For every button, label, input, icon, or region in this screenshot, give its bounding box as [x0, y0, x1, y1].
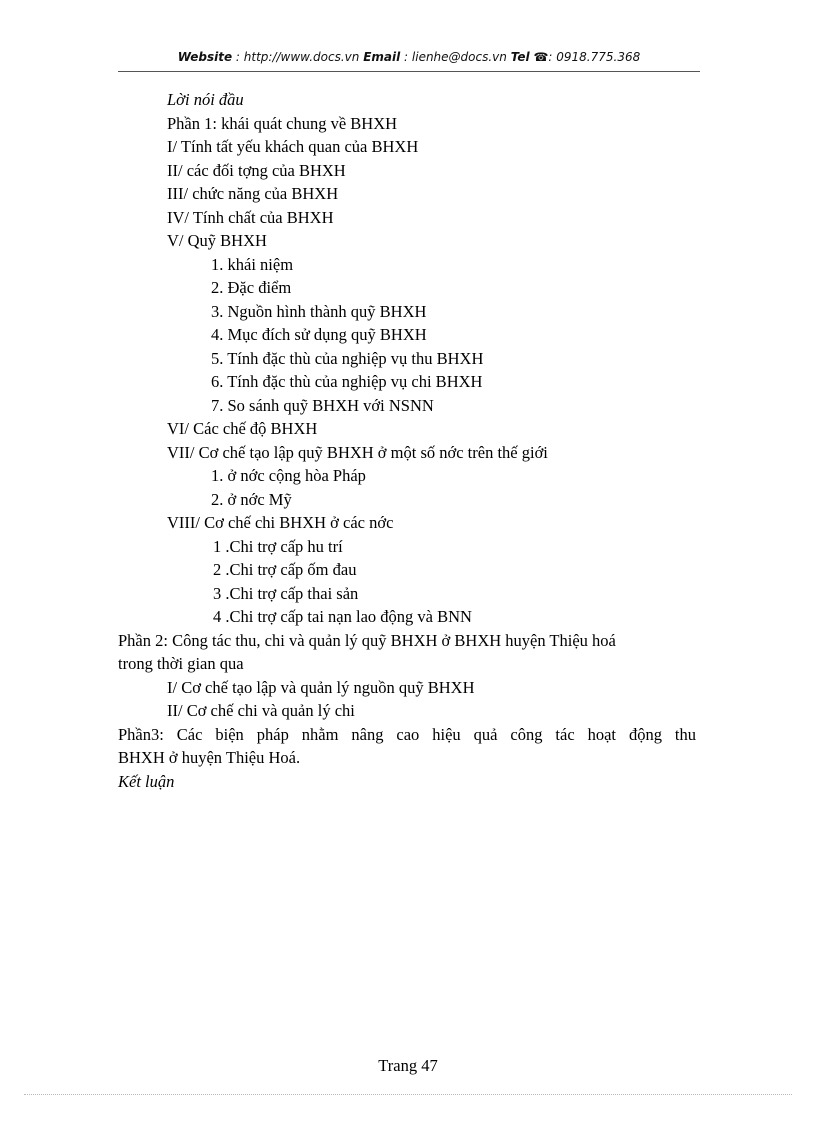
- toc-p2-i: I/ Cơ chế tạo lập và quản lý nguồn quỹ BHXH: [167, 678, 475, 697]
- toc-p1-v-4: 4. Mục đích sử dụng quỹ BHXH: [211, 325, 427, 344]
- toc-p1-v-1: 1. khái niệm: [211, 255, 294, 274]
- toc-p1-i: I/ Tính tất yếu khách quan của BHXH: [167, 137, 419, 156]
- toc-p1-viii-2: 2 .Chi trợ cấp ốm đau: [213, 560, 357, 579]
- toc-p1-vii-1: 1. ở nớc cộng hòa Pháp: [211, 466, 366, 485]
- toc-part2-line2: trong thời gian qua: [118, 654, 244, 673]
- tel-value: : 0918.775.368: [548, 50, 641, 64]
- phone-icon: ☎: [533, 50, 549, 64]
- email-label: Email: [363, 50, 401, 64]
- website-label: Website: [177, 50, 233, 64]
- toc-p1-v-3: 3. Nguồn hình thành quỹ BHXH: [211, 302, 427, 321]
- toc-p1-vi: VI/ Các chế độ BHXH: [167, 419, 318, 438]
- website-value: : http://www.docs.vn: [235, 50, 360, 64]
- toc-p1-iv: IV/ Tính chất của BHXH: [167, 208, 334, 227]
- toc-p1-vii: VII/ Cơ chế tạo lập quỹ BHXH ở một số nớc trên thế giới: [167, 443, 548, 462]
- toc-p1-ii: II/ các đối tợng của BHXH: [167, 161, 346, 180]
- toc-p1-v-5: 5. Tính đặc thù của nghiệp vụ thu BHXH: [211, 349, 484, 368]
- toc-p1-v-2: 2. Đặc điểm: [211, 278, 292, 297]
- toc-p1-viii-3: 3 .Chi trợ cấp thai sản: [213, 584, 359, 603]
- toc-conclusion: Kết luận: [118, 772, 175, 791]
- email-value: : lienhe@docs.vn: [404, 50, 507, 64]
- toc-part2-line1: Phần 2: Công tác thu, chi và quản lý quỹ BHXH ở BHXH huyện Thiệu hoá: [118, 631, 616, 650]
- page-number: Trang 47: [378, 1056, 438, 1075]
- toc-part1: Phần 1: khái quát chung về BHXH: [167, 114, 398, 133]
- toc-p1-v-7: 7. So sánh quỹ BHXH với NSNN: [211, 396, 434, 415]
- page-header: [118, 50, 700, 64]
- toc-p1-vii-2: 2. ở nớc Mỹ: [211, 490, 292, 509]
- tel-label: Tel: [510, 50, 530, 64]
- toc-p1-v: V/ Quỹ BHXH: [167, 231, 267, 250]
- toc-p1-viii-4: 4 .Chi trợ cấp tai nạn lao động và BNN: [213, 607, 472, 626]
- toc-intro: Lời nói đầu: [167, 90, 244, 109]
- toc-p1-viii: VIII/ Cơ chế chi BHXH ở các nớc: [167, 513, 394, 532]
- toc-part3-line2: BHXH ở huyện Thiệu Hoá.: [118, 748, 301, 767]
- toc-p2-ii: II/ Cơ chế chi và quản lý chi: [167, 701, 355, 720]
- toc-part3-line1: Phần3: Các biện pháp nhằm nâng cao hiệu quả công tác hoạt động thu: [118, 725, 696, 744]
- header-divider: [118, 71, 700, 72]
- bottom-divider: [24, 1094, 792, 1095]
- toc-p1-iii: III/ chức năng của BHXH: [167, 184, 339, 203]
- toc-p1-viii-1: 1 .Chi trợ cấp hu trí: [213, 537, 343, 556]
- toc-p1-v-6: 6. Tính đặc thù của nghiệp vụ chi BHXH: [211, 372, 483, 391]
